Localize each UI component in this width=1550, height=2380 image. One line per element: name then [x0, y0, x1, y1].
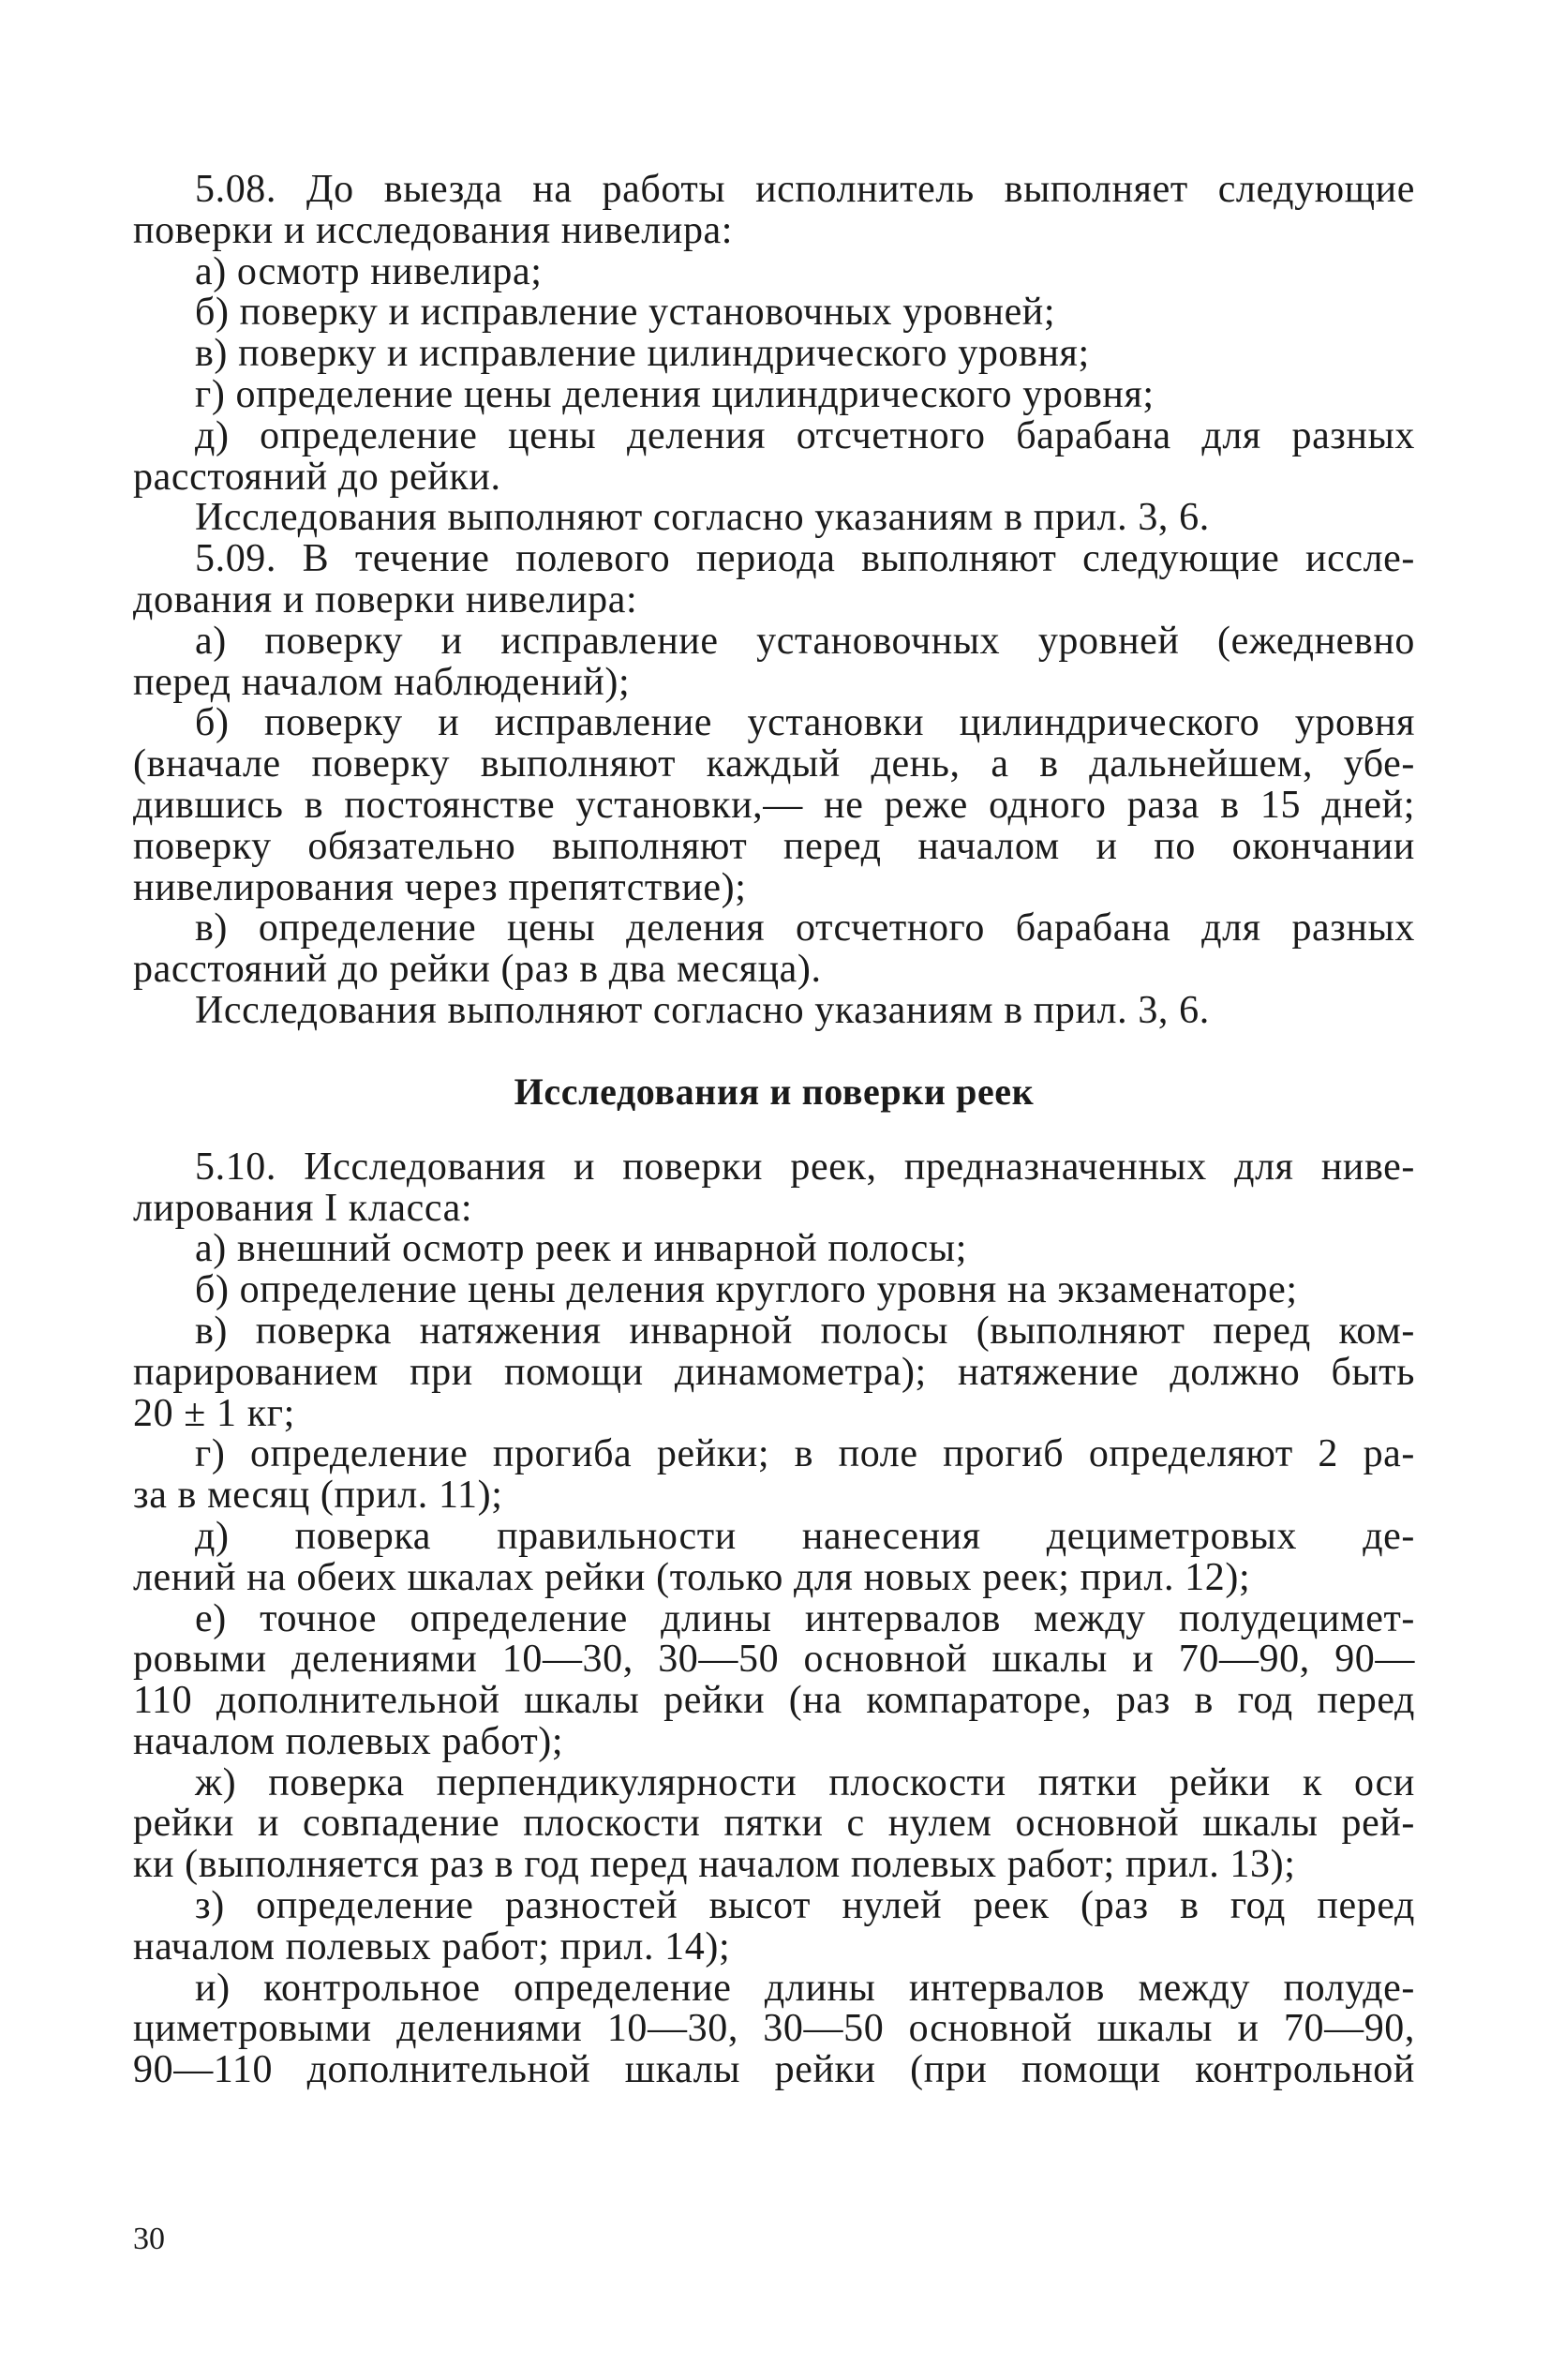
paragraph	[133, 621, 1415, 704]
paragraph	[133, 1514, 1415, 1599]
paragraph	[133, 539, 1415, 621]
text-line: 110 дополнительной шкалы рейки (на компараторе, раз в год перед	[133, 1679, 1415, 1723]
paragraph	[133, 1596, 1415, 1763]
text-line: в) поверку и исправление цилиндрического уровня;	[195, 332, 1090, 376]
text-line: началом полевых работ);	[133, 1719, 564, 1763]
text-line: б) поверку и исправление установки цилиндрического уровня	[195, 701, 1415, 745]
text-line: лирования I класса:	[133, 1186, 473, 1230]
text-line: Исследования выполняют согласно указаниям в прил. 3, 6.	[195, 496, 1210, 540]
text-line: д) определение цены деления отсчетного барабана для разных	[195, 413, 1415, 457]
paragraph	[133, 334, 1415, 375]
paragraph	[133, 292, 1415, 334]
text-line: перед началом наблюдений);	[133, 660, 631, 704]
text-line: г) определение цены деления цилиндрического уровня;	[195, 372, 1155, 416]
text-line: 5.08. До выезда на работы исполнитель выполняет следующие	[195, 168, 1415, 211]
paragraph	[133, 1229, 1415, 1270]
text-line: рейки и совпадение плоскости пятки с нулем основной шкалы рей-	[133, 1802, 1415, 1846]
text-line: ки (выполняется раз в год перед началом полевых работ; прил. 13);	[133, 1843, 1296, 1887]
paragraph	[133, 249, 1415, 293]
paragraph	[133, 1886, 1415, 1968]
text-line: поверки и исследования нивелира:	[133, 208, 734, 252]
paragraph	[133, 703, 1415, 908]
text-line: з) определение разностей высот нулей реек (раз в год перед	[195, 1884, 1415, 1928]
paragraph	[133, 372, 1415, 416]
paragraph	[133, 170, 1415, 252]
text-line: парированием при помощи динамометра); натяжение должно быть	[133, 1350, 1415, 1394]
text-line: за в месяц (прил. 11);	[133, 1474, 503, 1518]
text-line: дившись в постоянстве установки,— не реже одного раза в 15 дней;	[133, 783, 1415, 827]
text-line: а) осмотр нивелира;	[195, 249, 543, 293]
paragraph	[133, 498, 1415, 539]
text-line: д) поверка правильности нанесения дециметровых де-	[195, 1514, 1415, 1558]
text-line: циметровыми делениями 10—30, 30—50 основной шкалы и 70—90,	[133, 2007, 1415, 2051]
text-line: расстояний до рейки (раз в два месяца).	[133, 948, 822, 992]
paragraph	[133, 1270, 1415, 1311]
text-line: 5.10. Исследования и поверки реек, предназначенных для ниве-	[195, 1145, 1415, 1189]
paragraph	[133, 1760, 1415, 1887]
text-line: нивелирования через препятствие);	[133, 865, 747, 909]
text-line: е) точное определение длины интервалов между полудецимет-	[195, 1596, 1415, 1640]
page-number: 30	[133, 2222, 165, 2256]
paragraph	[133, 988, 1415, 1032]
text-line: а) внешний осмотр реек и инварной полосы;	[195, 1227, 967, 1271]
text-line: в) поверка натяжения инварной полосы (выполняют перед ком-	[195, 1309, 1415, 1353]
text-line: 20 ± 1 кг;	[133, 1391, 295, 1435]
paragraph	[133, 1311, 1415, 1434]
paragraph	[133, 1147, 1415, 1230]
paragraph	[133, 413, 1415, 499]
text-line: началом полевых работ; прил. 14);	[133, 1924, 731, 1968]
text-line: лений на обеих шкалах рейки (только для новых реек; прил. 12);	[133, 1555, 1251, 1599]
text-line: 90—110 дополнительной шкалы рейки (при помощи контрольной	[133, 2048, 1415, 2092]
text-line: (вначале поверку выполняют каждый день, а в дальнейшем, убе-	[133, 742, 1415, 786]
text-line: поверку обязательно выполняют перед началом и по окончании	[133, 824, 1415, 868]
text-line: дования и поверки нивелира:	[133, 577, 638, 621]
text-line: ж) поверка перпендикулярности плоскости пятки рейки к оси	[195, 1760, 1415, 1804]
text-line: г) определение прогиба рейки; в поле прогиб определяют 2 ра-	[195, 1432, 1415, 1476]
paragraph	[133, 1434, 1415, 1517]
text-line: 5.09. В течение полевого периода выполняют следующие иссле-	[195, 537, 1415, 581]
text-line: б) определение цены деления круглого уровня на экзаменаторе;	[195, 1268, 1298, 1312]
section-heading: Исследования и поверки реек	[514, 1070, 1035, 1113]
paragraph	[133, 908, 1415, 991]
text-line: ровыми делениями 10—30, 30—50 основной шкалы и 70—90, 90—	[133, 1638, 1415, 1682]
paragraph	[133, 1968, 1415, 2091]
text-line: в) определение цены деления отсчетного барабана для разных	[195, 906, 1415, 951]
text-line: расстояний до рейки.	[133, 455, 501, 499]
text-line: а) поверку и исправление установочных уровней (ежедневно	[195, 619, 1415, 663]
text-line: и) контрольное определение длины интервалов между полуде-	[195, 1966, 1415, 2010]
text-line: Исследования выполняют согласно указаниям в прил. 3, 6.	[195, 988, 1210, 1032]
text-line: б) поверку и исправление установочных уровней;	[195, 291, 1056, 335]
document-page	[133, 170, 1415, 2091]
